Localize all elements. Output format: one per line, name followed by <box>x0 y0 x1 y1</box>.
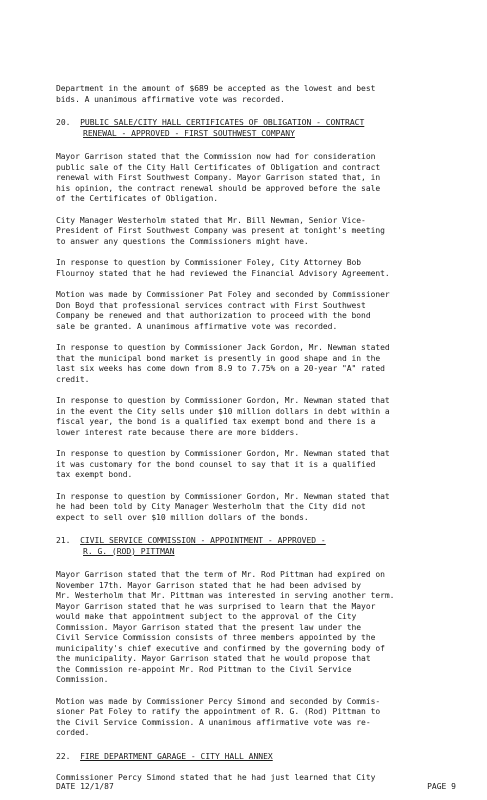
item-20-paragraph-3: In response to question by Commissioner Foley, City Attorney Bob Flournoy stated that he had reviewed the Financial Advisory Agreement. <box>56 258 390 278</box>
document-body <box>56 84 456 784</box>
item-21-paragraph-2: Motion was made by Commissioner Percy Simond and seconded by Commis- sioner Pat Foley to ratify the appointment of R. G. (Rod) Pittman to the Civil Service Commission. A unanimous affirmative vote was re- corded. <box>56 696 381 737</box>
item-21-number: 21. <box>56 536 71 545</box>
item-22-number: 22. <box>56 751 71 761</box>
item-22-paragraph-1: Commissioner Percy Simond stated that he had just learned that City <box>56 773 376 782</box>
item-20-paragraph-7: In response to question by Commissioner Gordon, Mr. Newman stated that it was customary for the bond counsel to say that it is a qualified tax exempt bond. <box>56 449 390 479</box>
item-21-heading <box>56 536 456 557</box>
item-22-heading <box>56 752 456 763</box>
item-20-heading <box>56 118 456 139</box>
footer-date: DATE 12/1/87 <box>56 782 114 791</box>
item-22-title-line1: FIRE DEPARTMENT GARAGE - CITY HALL ANNEX <box>80 751 273 761</box>
item-20-number: 20. <box>56 118 71 127</box>
item-20-paragraph-4: Motion was made by Commissioner Pat Foley and seconded by Commissioner Don Boyd that professional services contract with First Southwest Company be renewed and that authorization to proceed with the bond sale be granted. A unanimous affirmative vote was recorded. <box>56 290 390 331</box>
footer-page-number: PAGE 9 <box>427 782 456 791</box>
item-21-paragraph-1: Mayor Garrison stated that the term of Mr. Rod Pittman had expired on November 17th. Mayor Garrison stated that he had been advised by Mr. Westerholm that Mr. Pittman was interested in serving another term. Mayor Garrison stated that he was surprised to learn that the Mayor would make that appointment subject to the approval of the City Commission. Mayor Garrison stated that the present law under the Civil Service Commission consists of three members appointed by the municipality's chief executive and confirmed by the governing body of the municipality. Mayor Garrison stated that he would propose that the Commission re-appoint Mr. Rod Pittman to the Civil Service Commission. <box>56 570 395 684</box>
page-footer <box>56 782 456 792</box>
item-20-paragraph-8: In response to question by Commissioner Gordon, Mr. Newman stated that he had been told by City Manager Westerholm that the City did not expect to sell over $10 million dollars of the bonds. <box>56 491 390 522</box>
item-20-title-line1: PUBLIC SALE/CITY HALL CERTIFICATES OF OBLIGATION - CONTRACT <box>80 118 365 127</box>
item-21-title-line2: R. G. (ROD) PITTMAN <box>83 546 175 556</box>
item-21-title-line1: CIVIL SERVICE COMMISSION - APPOINTMENT - APPROVED - <box>80 536 326 545</box>
intro-paragraph: Department in the amount of $689 be accepted as the lowest and best bids. A unanimous affirmative vote was recorded. <box>56 84 376 104</box>
item-20-paragraph-2: City Manager Westerholm stated that Mr. Bill Newman, Senior Vice- President of First Southwest Company was present at tonight's meeting to answer any questions the Commissioners might have. <box>56 215 385 246</box>
item-20-paragraph-5: In response to question by Commissioner Jack Gordon, Mr. Newman stated that the municipal bond market is presently in good shape and in the last six weeks has come down from 8.9 to 7.75% on a 20-year "A" rated credit. <box>56 343 390 384</box>
item-20-paragraph-6: In response to question by Commissioner Gordon, Mr. Newman stated that in the event the City sells under $10 million dollars in debt within a fiscal year, the bond is a qualified tax exempt bond and there is a lower interest rate because there are more bidders. <box>56 396 390 437</box>
item-20-title-line2: RENEWAL - APPROVED - FIRST SOUTHWEST COMPANY <box>83 128 295 138</box>
item-20-paragraph-1: Mayor Garrison stated that the Commission now had for consideration public sale of the City Hall Certificates of Obligation and contract renewal with First Southwest Company. Mayor Garrison stated that, in his opinion, the contract renewal should be approved before the sale of the Certificates of Obligation. <box>56 152 381 203</box>
